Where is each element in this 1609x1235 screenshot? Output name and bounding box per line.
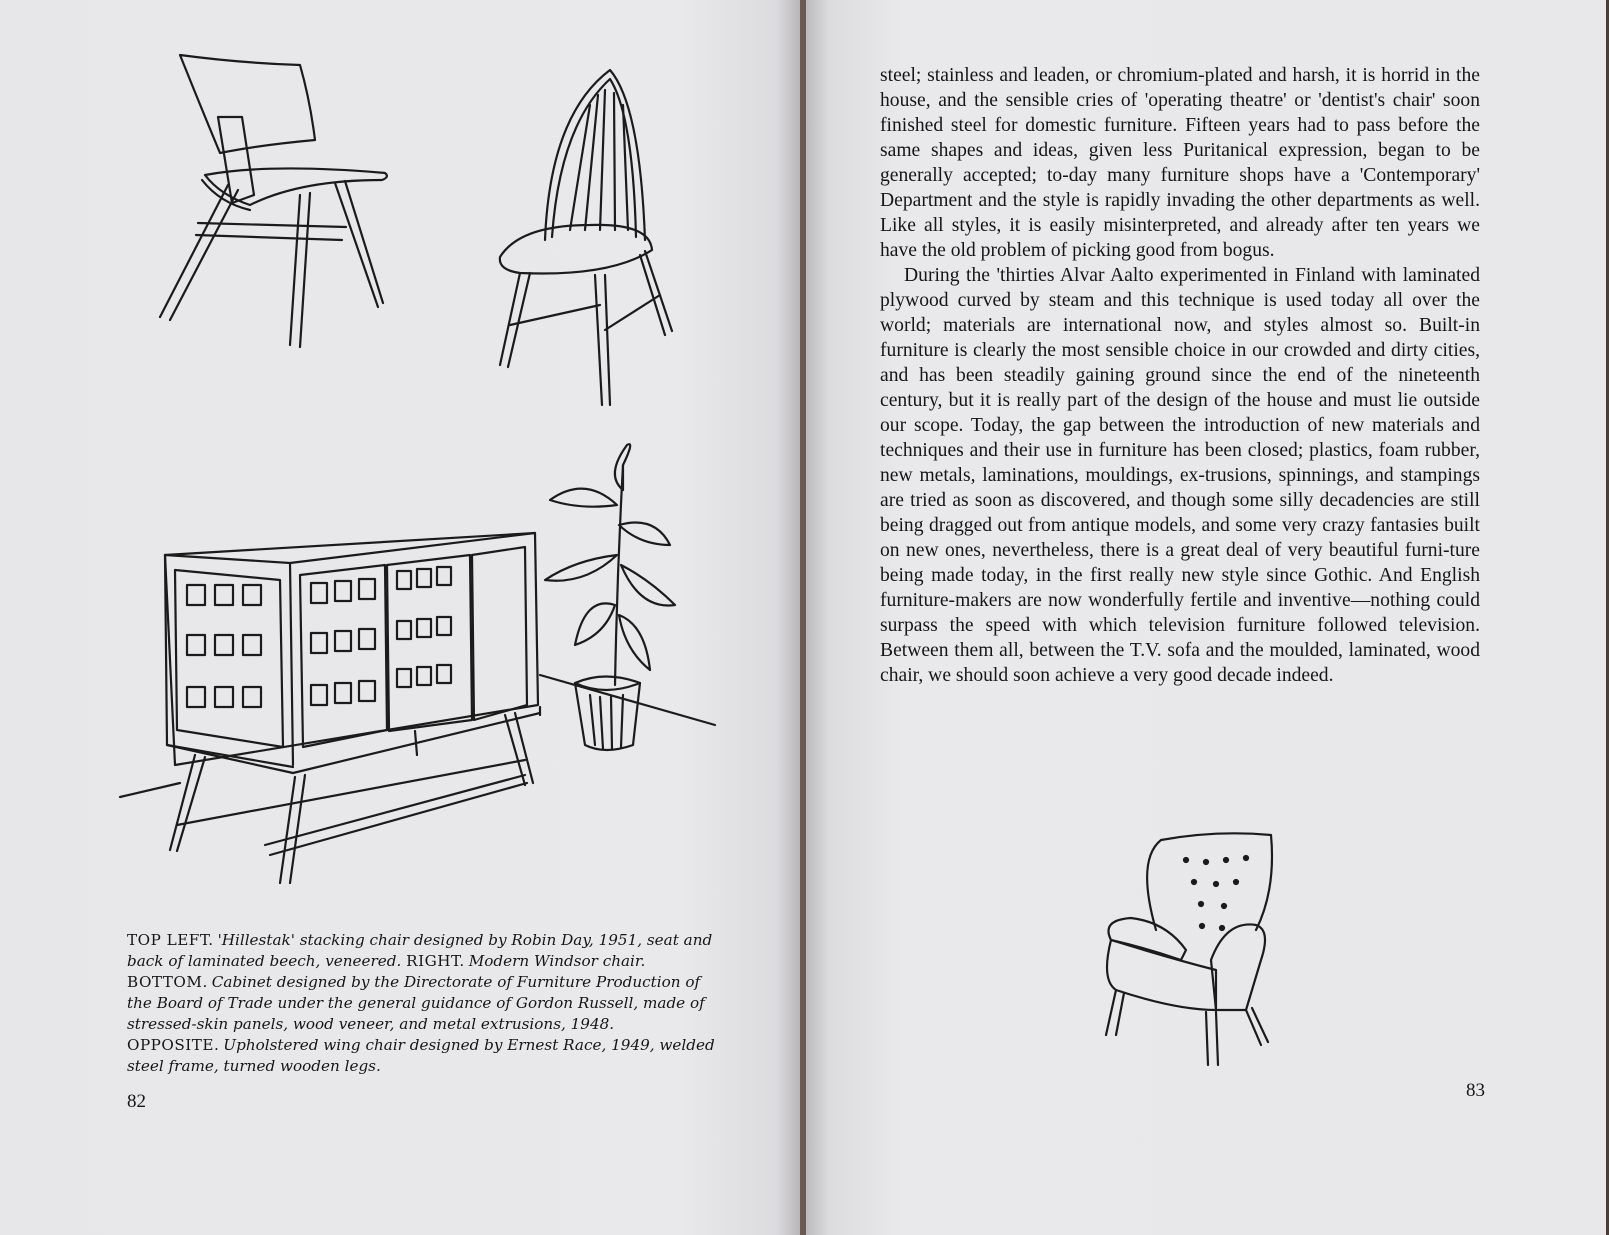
paragraph: During the 'thirties Alvar Aalto experimented in Finland with laminated plywood curved by steam and this technique is used today all over the world; materials are international now, and styles almost so. Built-in furniture is clearly the most sensible choice in our crowded and dirty cities, and has been steadily gaining ground since the end of the nineteenth century, but it is really part of the design of the house and must lie outside our scope. Today, the gap between the introduction of new materials and techniques and their use in furniture has been closed; plastics, foam rubber, new metals, laminations, mouldings, ex-trusions, spinnings, and stampings are tried as soon as discovered, and though some silly decadencies are still being dragged out from antique models, and some very crazy fantasies built on new ones, nevertheless, there is a great deal of very beautiful furni-ture being made today, in the first really new style since Gothic. And English furniture-makers are now wonderfully fertile and inventive—nothing could surpass the speed with which television furniture followed television. Between them all, between the T.V. sofa and the moulded, laminated, wood chair, we should soon achieve a very good decade indeed.	[880, 265, 1480, 686]
left-page	[0, 0, 800, 1235]
body-text	[880, 63, 1480, 688]
caption-text: Modern Windsor chair.	[468, 952, 646, 970]
caption-label: BOTTOM.	[127, 973, 208, 991]
caption-text: Cabinet designed by the Directorate of Furniture Production of the Board of Trade under the general guidance of Gordon Russell, made of stressed-skin panels, wood veneer, and metal extrusions, 1948.	[127, 973, 705, 1033]
page-number-right: 83	[1466, 1080, 1485, 1101]
caption-label: RIGHT.	[406, 952, 465, 970]
page-number-left: 82	[127, 1091, 146, 1112]
hillestak-chair-drawing	[150, 45, 410, 365]
paragraph: steel; stainless and leaden, or chromium-plated and harsh, it is horrid in the house, and the sensible cries of 'operating theatre' or 'dentist's chair' soon finished steel for domestic furniture. Fifteen years had to pass before the same shapes and ideas, given less Puritanical expression, began to be generally accepted; to-day many furniture shops have a 'Contemporary' Department and the style is rapidly invading the other departments as well. Like all styles, it is easily misinterpreted, and already after ten years we have the old problem of picking good from bogus.	[880, 65, 1480, 261]
caption-label: OPPOSITE.	[127, 1036, 220, 1054]
right-page	[806, 0, 1606, 1235]
windsor-chair-drawing	[490, 65, 690, 415]
figure-caption	[127, 930, 727, 1077]
caption-label: TOP LEFT.	[127, 931, 214, 949]
cabinet-drawing	[115, 525, 555, 910]
caption-text: Upholstered wing chair designed by Ernest Race, 1949, welded steel frame, turned wooden legs.	[127, 1036, 715, 1075]
wing-chair-drawing	[1076, 830, 1296, 1070]
potted-plant-drawing	[545, 445, 695, 765]
caption-text: 'Hillestak' stacking chair designed by Robin Day, 1951, seat and back of laminated beech, veneered.	[127, 931, 713, 970]
